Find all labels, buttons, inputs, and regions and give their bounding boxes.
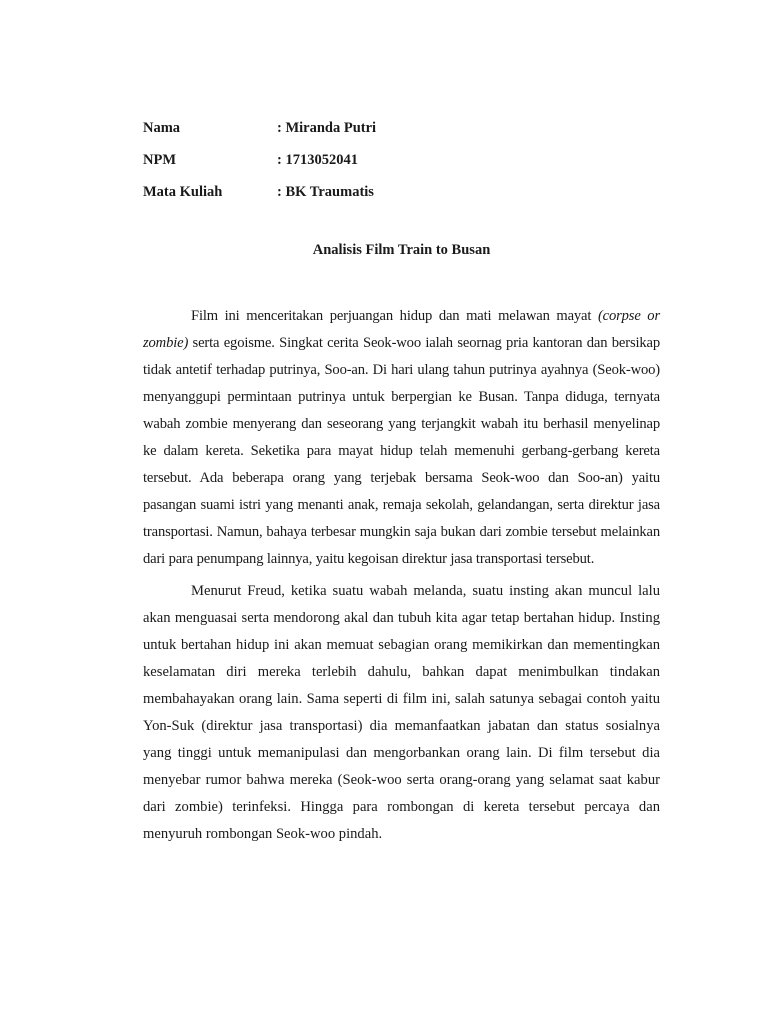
paragraph-1-text-a: Film ini menceritakan perjuangan hidup dan mati melawan mayat [191,308,598,324]
course-row [143,176,643,208]
student-info [143,112,643,208]
document-title: Analisis Film Train to Busan [312,242,491,258]
paragraph-1-italic: (corpse or zombie) [143,308,660,351]
paragraph-1 [143,303,660,573]
paragraph-2-text: Menurut Freud, ketika suatu wabah melanda, suatu insting akan muncul lalu akan menguasai serta mendorong akal dan tubuh kita agar tetap bertahan hidup. Insting untuk bertahan hidup ini akan memuat sebagian orang memikirkan dan mementingkan keselamatan diri mereka terlebih dahulu, bahkan dapat menimbulkan tindakan membahayakan orang lain. Sama seperti di film ini, salah satunya sebagai contoh yaitu Yon-Suk (direktur jasa transportasi) dia memanfaatkan jabatan dan status sosialnya yang tinggi untuk memanipulasi dan mengorbankan orang lain. Di film tersebut dia menyebar rumor bahwa mereka (Seok-woo serta orang-orang yang selamat saat kabur dari zombie) terinfeksi. Hingga para rombongan di kereta tersebut percaya dan menyuruh rombongan Seok-woo pindah. [143,583,660,842]
npm-row [143,144,643,176]
paragraph-2 [143,578,660,848]
name-label: Nama [143,119,181,136]
course-value: : BK Traumatis [277,183,374,200]
paragraph-1-text-b: serta egoisme. Singkat cerita Seok-woo ialah seornag pria kantoran dan bersikap tidak antetif terhadap putrinya, Soo-an. Di hari ulang tahun putrinya ayahnya (Seok-woo) menyanggupi permintaan putrinya untuk berpergian ke Busan. Tanpa diduga, ternyata wabah zombie menyerang dan seseorang yang terjangkit wabah itu berhasil menyelinap ke dalam kereta. Seketika para mayat hidup telah memenuhi gerbang-gerbang kereta tersebut. Ada beberapa orang yang terjebak bersama Seok-woo dan Soo-an) yaitu pasangan suami istri yang menanti anak, remaja sekolah, gelandangan, serta direktur jasa transportasi. Namun, bahaya terbesar mungkin saja bukan dari zombie tersebut melainkan dari para penumpang lainnya, yaitu kegoisan direktur jasa transportasi tersebut. [143,335,660,567]
npm-value: : 1713052041 [277,151,358,168]
npm-label: NPM [143,151,177,168]
course-label: Mata Kuliah [143,183,223,200]
document-body [143,303,660,853]
name-value: : Miranda Putri [277,119,377,136]
name-row [143,112,643,144]
